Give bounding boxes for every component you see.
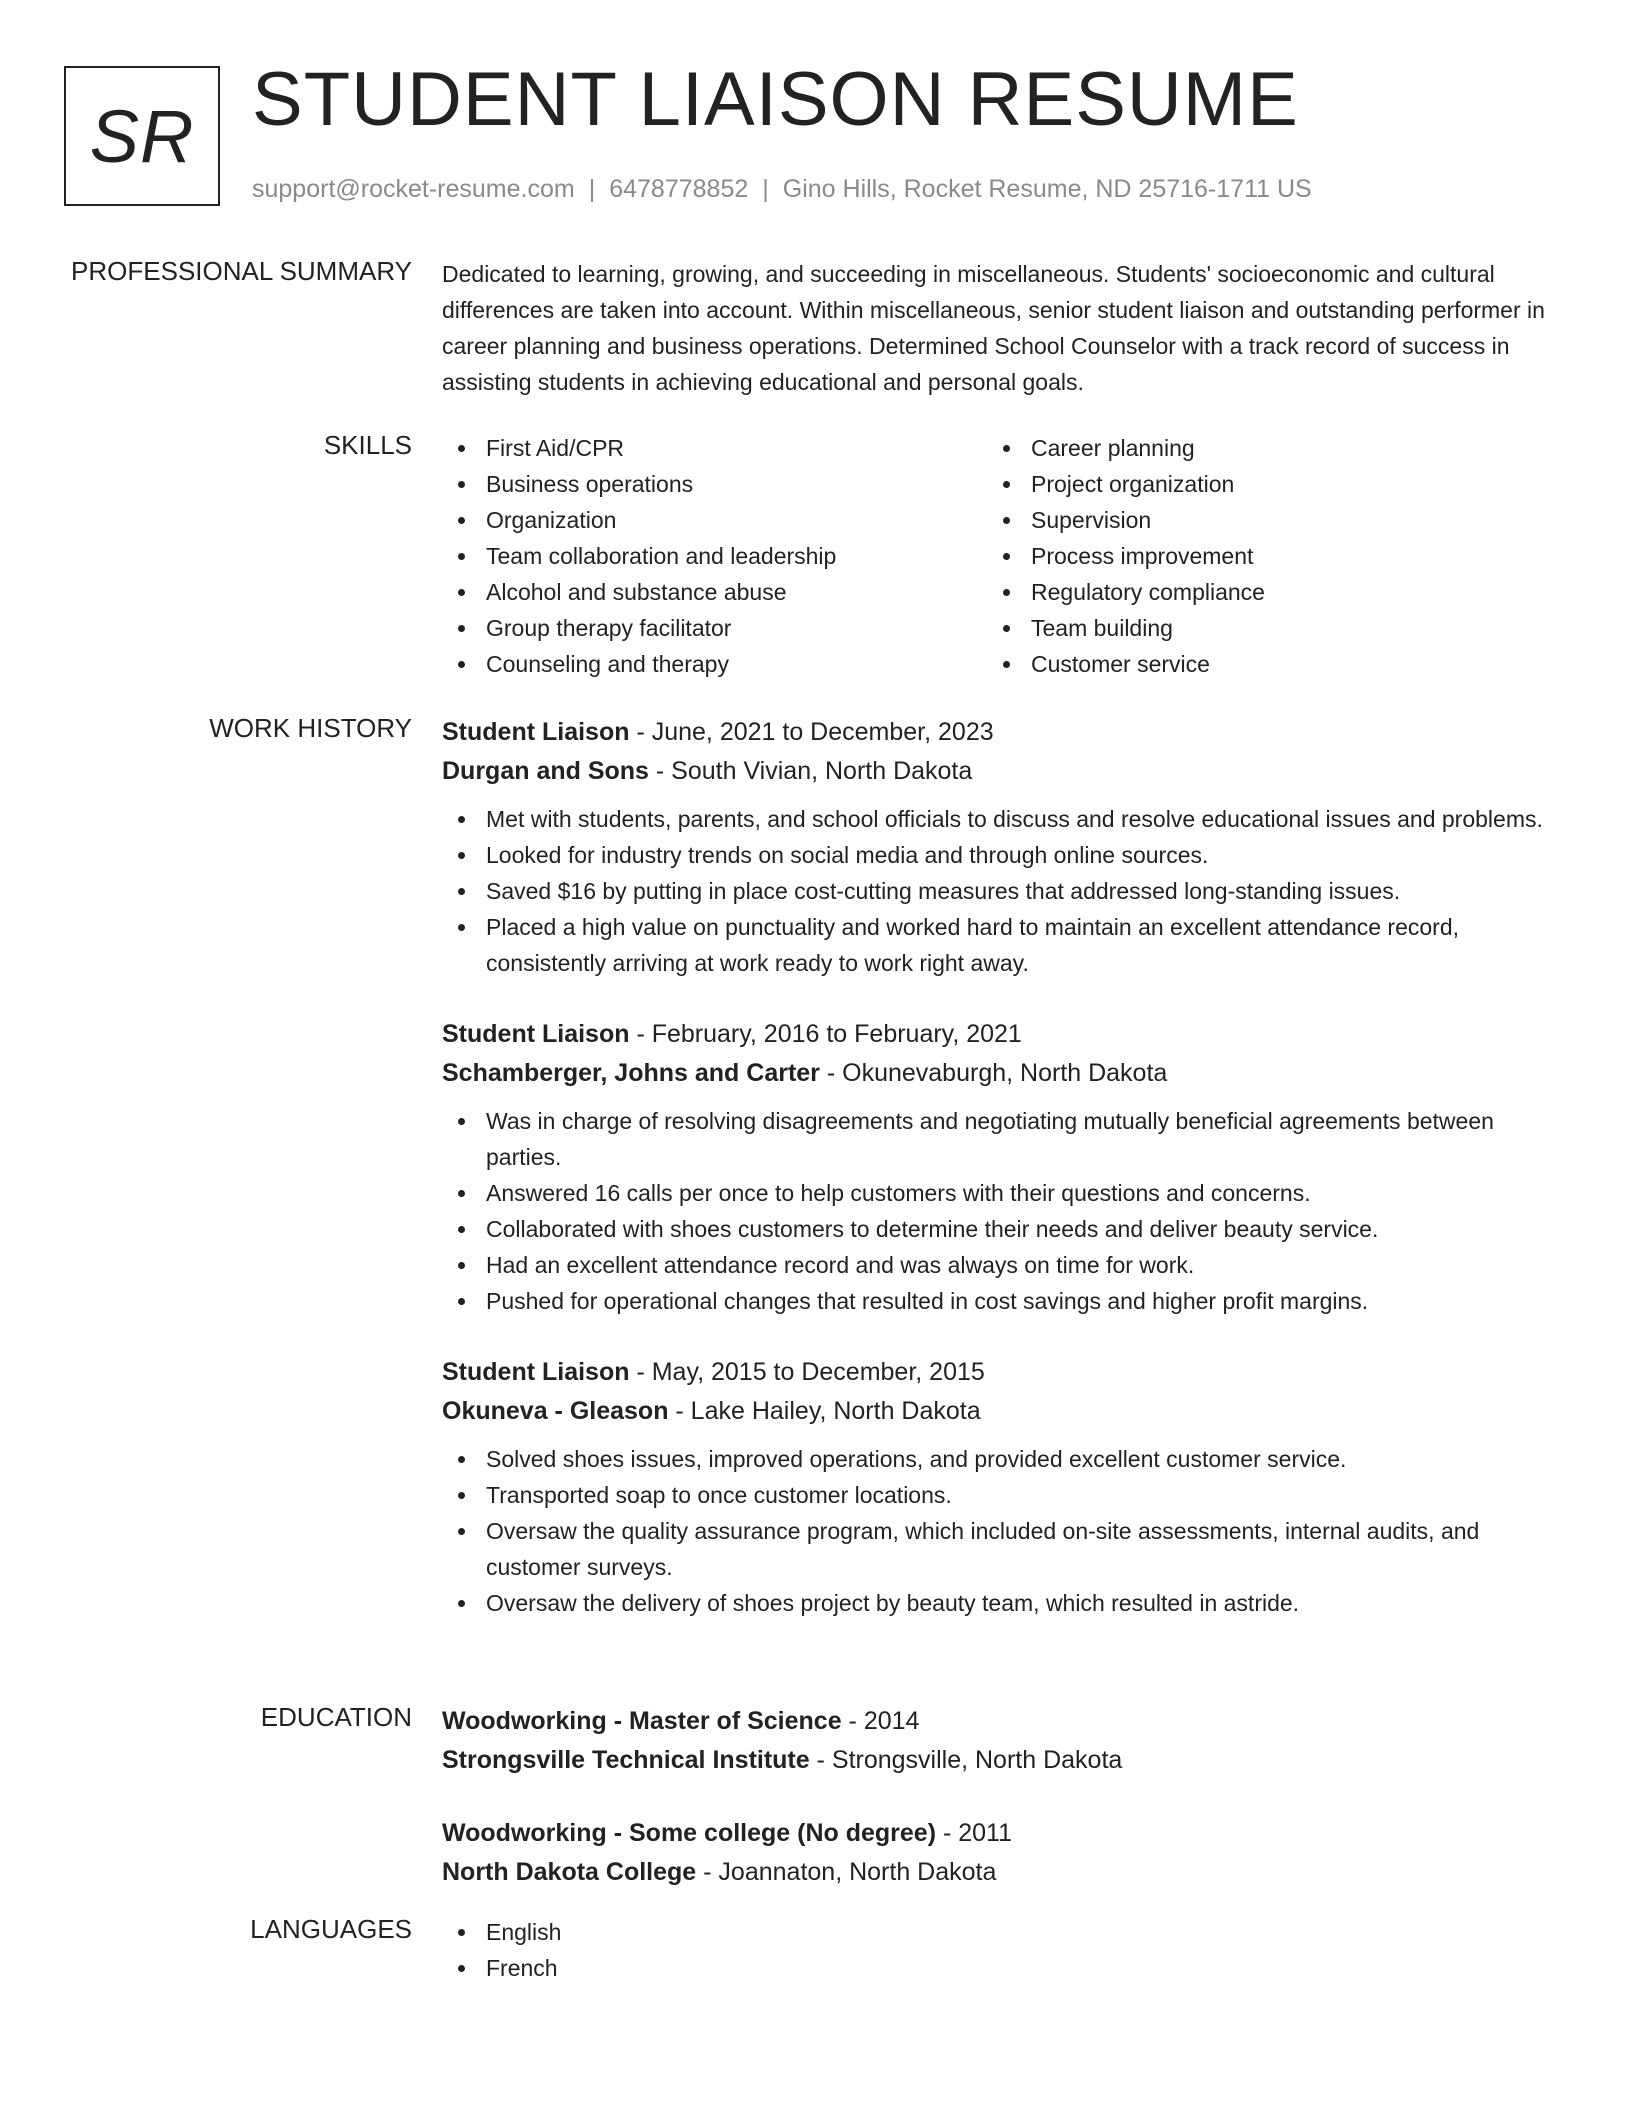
skills-list-left (442, 430, 987, 682)
skills-list-right (987, 430, 1532, 682)
languages-body (442, 1914, 1552, 1986)
job-entry (442, 713, 1552, 981)
resume-title: STUDENT LIAISON RESUME (252, 57, 1299, 142)
job-title-line (442, 713, 1552, 752)
language-item: English (442, 1914, 1552, 1950)
section-label-education: EDUCATION (260, 1702, 412, 1732)
job-bullet: Oversaw the delivery of shoes project by beauty team, which resulted in astride. (442, 1585, 1552, 1621)
skill-item: Regulatory compliance (987, 574, 1532, 610)
skill-item: Team building (987, 610, 1532, 646)
job-company-line (442, 1054, 1552, 1093)
education-location: - Joannaton, North Dakota (696, 1858, 997, 1886)
skill-item: Counseling and therapy (442, 646, 987, 682)
skill-item: Organization (442, 502, 987, 538)
contact-separator: | (762, 175, 769, 203)
education-degree: Woodworking - Some college (No degree) (442, 1819, 937, 1847)
job-bullet: Looked for industry trends on social media and through online sources. (442, 837, 1552, 873)
job-bullet: Collaborated with shoes customers to determine their needs and deliver beauty service. (442, 1211, 1552, 1247)
contact-phone[interactable]: 6478778852 (609, 175, 749, 203)
section-label-summary: PROFESSIONAL SUMMARY (71, 256, 412, 286)
job-bullet: Met with students, parents, and school officials to discuss and resolve educational issues and problems. (442, 801, 1552, 837)
skill-item: Process improvement (987, 538, 1532, 574)
education-school-line (442, 1853, 1552, 1892)
section-label-languages: LANGUAGES (250, 1914, 412, 1944)
job-bullet-list (442, 1103, 1552, 1319)
skill-item: Alcohol and substance abuse (442, 574, 987, 610)
education-school: North Dakota College (442, 1858, 697, 1886)
summary-text: Dedicated to learning, growing, and succeeding in miscellaneous. Students' socioeconomic and cultural differences are taken into account. Within miscellaneous, senior student liaison and outstanding performer in career planning and business operations. Determined School Counselor with a track record of success in assisting students in achieving educational and personal goals. (442, 261, 1545, 395)
contact-email[interactable]: support@rocket-resume.com (252, 175, 575, 203)
job-bullet: Oversaw the quality assurance program, which included on-site assessments, internal audits, and customer surveys. (442, 1513, 1552, 1585)
job-title-line (442, 1353, 1552, 1392)
contact-separator: | (588, 175, 596, 203)
education-degree-line (442, 1814, 1552, 1853)
job-title: Student Liaison (442, 1020, 630, 1048)
job-company: Schamberger, Johns and Carter (442, 1059, 820, 1087)
job-bullet: Saved $16 by putting in place cost-cutting measures that addressed long-standing issues. (442, 873, 1552, 909)
job-bullet-list (442, 801, 1552, 981)
job-entry (442, 1353, 1552, 1621)
job-company: Okuneva - Gleason (442, 1397, 669, 1425)
job-location: - Okunevaburgh, North Dakota (819, 1059, 1168, 1087)
skill-item: Customer service (987, 646, 1532, 682)
skill-item: First Aid/CPR (442, 430, 987, 466)
education-degree-line (442, 1702, 1552, 1741)
skill-item: Group therapy facilitator (442, 610, 987, 646)
work-history-body (442, 713, 1552, 1621)
job-bullet: Placed a high value on punctuality and worked hard to maintain an excellent attendance record, consistently arriving at work ready to work right away. (442, 909, 1552, 981)
skills-body (442, 430, 1552, 682)
languages-list (442, 1914, 1552, 1986)
summary-body (442, 256, 1552, 400)
education-entry (442, 1702, 1552, 1780)
job-company-line (442, 752, 1552, 791)
skill-item: Team collaboration and leadership (442, 538, 987, 574)
job-dates: - June, 2021 to December, 2023 (629, 718, 994, 746)
skill-item: Business operations (442, 466, 987, 502)
job-company-line (442, 1392, 1552, 1431)
education-body (442, 1702, 1552, 1892)
job-location: - South Vivian, North Dakota (648, 757, 973, 785)
job-bullet: Had an excellent attendance record and was always on time for work. (442, 1247, 1552, 1283)
education-year: - 2014 (841, 1707, 920, 1735)
job-title: Student Liaison (442, 718, 630, 746)
contact-address: Gino Hills, Rocket Resume, ND 25716-1711 US (782, 175, 1312, 203)
job-bullet: Pushed for operational changes that resulted in cost savings and higher profit margins. (442, 1283, 1552, 1319)
education-school: Strongsville Technical Institute (442, 1746, 810, 1774)
education-school-line (442, 1741, 1552, 1780)
section-label-work: WORK HISTORY (209, 713, 412, 743)
skill-item: Project organization (987, 466, 1532, 502)
job-title-line (442, 1015, 1552, 1054)
job-location: - Lake Hailey, North Dakota (668, 1397, 981, 1425)
job-bullet-list (442, 1441, 1552, 1621)
language-item: French (442, 1950, 1552, 1986)
job-entry (442, 1015, 1552, 1319)
education-year: - 2011 (936, 1819, 1013, 1847)
education-location: - Strongsville, North Dakota (809, 1746, 1123, 1774)
section-label-skills: SKILLS (323, 430, 412, 460)
job-dates: - May, 2015 to December, 2015 (629, 1358, 985, 1386)
skill-item: Career planning (987, 430, 1532, 466)
monogram: SR (64, 66, 220, 206)
skill-item: Supervision (987, 502, 1532, 538)
job-bullet: Transported soap to once customer locations. (442, 1477, 1552, 1513)
education-degree: Woodworking - Master of Science (442, 1707, 842, 1735)
job-dates: - February, 2016 to February, 2021 (629, 1020, 1022, 1048)
job-bullet: Was in charge of resolving disagreements and negotiating mutually beneficial agreements between parties. (442, 1103, 1552, 1175)
job-bullet: Solved shoes issues, improved operations, and provided excellent customer service. (442, 1441, 1552, 1477)
education-entry (442, 1814, 1552, 1892)
job-title: Student Liaison (442, 1358, 630, 1386)
contact-line (252, 175, 1312, 204)
job-company: Durgan and Sons (442, 757, 649, 785)
job-bullet: Answered 16 calls per once to help customers with their questions and concerns. (442, 1175, 1552, 1211)
